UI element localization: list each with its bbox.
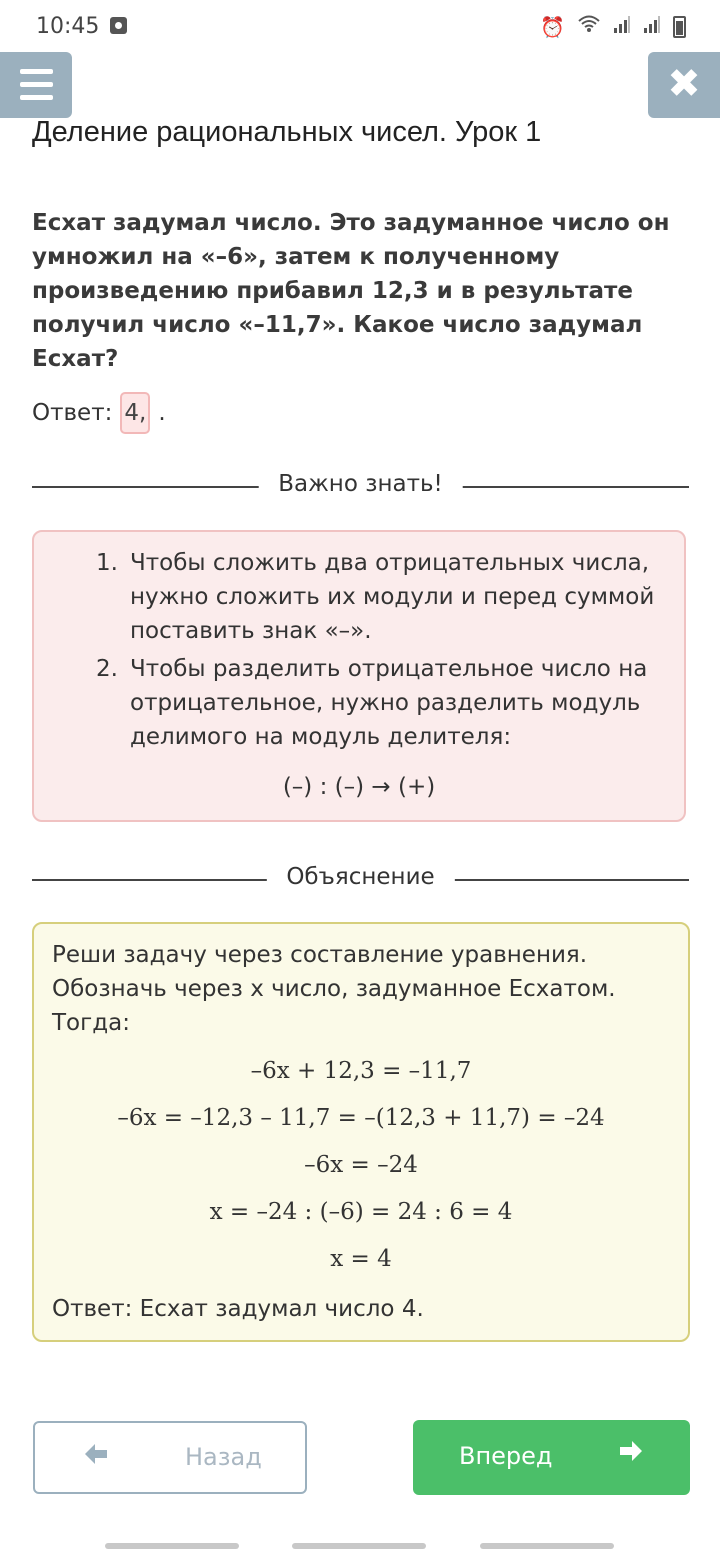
rule-item [96, 546, 670, 648]
back-button-label: Назад [185, 1443, 262, 1471]
arrow-right-icon [618, 1438, 644, 1471]
hamburger-icon[interactable] [0, 52, 72, 118]
nav-bar-home[interactable] [292, 1543, 426, 1549]
equation: –6x = –12,3 – 11,7 = –(12,3 + 11,7) = –24 [117, 1105, 605, 1131]
rule-text: Чтобы разделить отрицательное число на отрицательное, нужно разделить модуль делимого на модуль делителя: [130, 656, 648, 750]
rule-item [96, 652, 670, 754]
back-button[interactable] [33, 1421, 307, 1494]
equation: x = 4 [330, 1246, 392, 1272]
app-notification-icon [110, 17, 127, 34]
rule-number: 2. [96, 656, 118, 682]
equation: x = –24 : (–6) = 24 : 6 = 4 [209, 1199, 513, 1225]
answer-suffix: . [158, 400, 166, 426]
close-icon[interactable]: ✖ [648, 52, 720, 118]
answer-input[interactable]: 4, [120, 392, 150, 434]
status-bar [0, 0, 720, 56]
status-time: 10:45 [36, 14, 100, 39]
important-heading: Важно знать! [258, 471, 463, 497]
important-box [32, 530, 686, 822]
explanation-divider [32, 864, 689, 890]
next-button[interactable] [413, 1420, 690, 1495]
question-text: Есхат задумал число. Это задуманное число он умножил на «–6», затем к полученному произведению прибавил 12,3 и в результате получил число «–11,7». Какое число задумал Есхат? [32, 210, 670, 372]
next-button-label: Вперед [459, 1442, 553, 1470]
answer-row [32, 392, 166, 434]
equation: –6x = –24 [304, 1152, 418, 1178]
rule-number: 1. [96, 550, 118, 576]
rule-text: Чтобы сложить два отрицательных числа, нужно сложить их модули и перед суммой поставить знак «–». [130, 550, 655, 644]
explanation-heading: Объяснение [266, 864, 454, 890]
signal-icon [643, 14, 661, 39]
explanation-box [32, 922, 690, 1342]
battery-icon [673, 16, 686, 38]
page-title: Деление рациональных чисел. Урок 1 [32, 116, 542, 148]
nav-bar-back[interactable] [480, 1543, 614, 1549]
signal-icon [613, 14, 631, 39]
equation: –6x + 12,3 = –11,7 [250, 1058, 472, 1084]
alarm-icon: ⏰ [540, 14, 565, 39]
explanation-intro: Реши задачу через составление уравнения. Обозначь через x число, задуманное Есхатом. Тогда: [52, 942, 616, 1036]
sign-rule-formula: (–) : (–) → (+) [282, 774, 436, 800]
important-divider [32, 471, 689, 497]
arrow-left-icon [83, 1441, 109, 1474]
explanation-answer: Ответ: Есхат задумал число 4. [52, 1296, 424, 1322]
wifi-icon [577, 14, 601, 39]
answer-label: Ответ: [32, 400, 113, 426]
status-icons [540, 14, 686, 39]
nav-bar-recents[interactable] [105, 1543, 239, 1549]
